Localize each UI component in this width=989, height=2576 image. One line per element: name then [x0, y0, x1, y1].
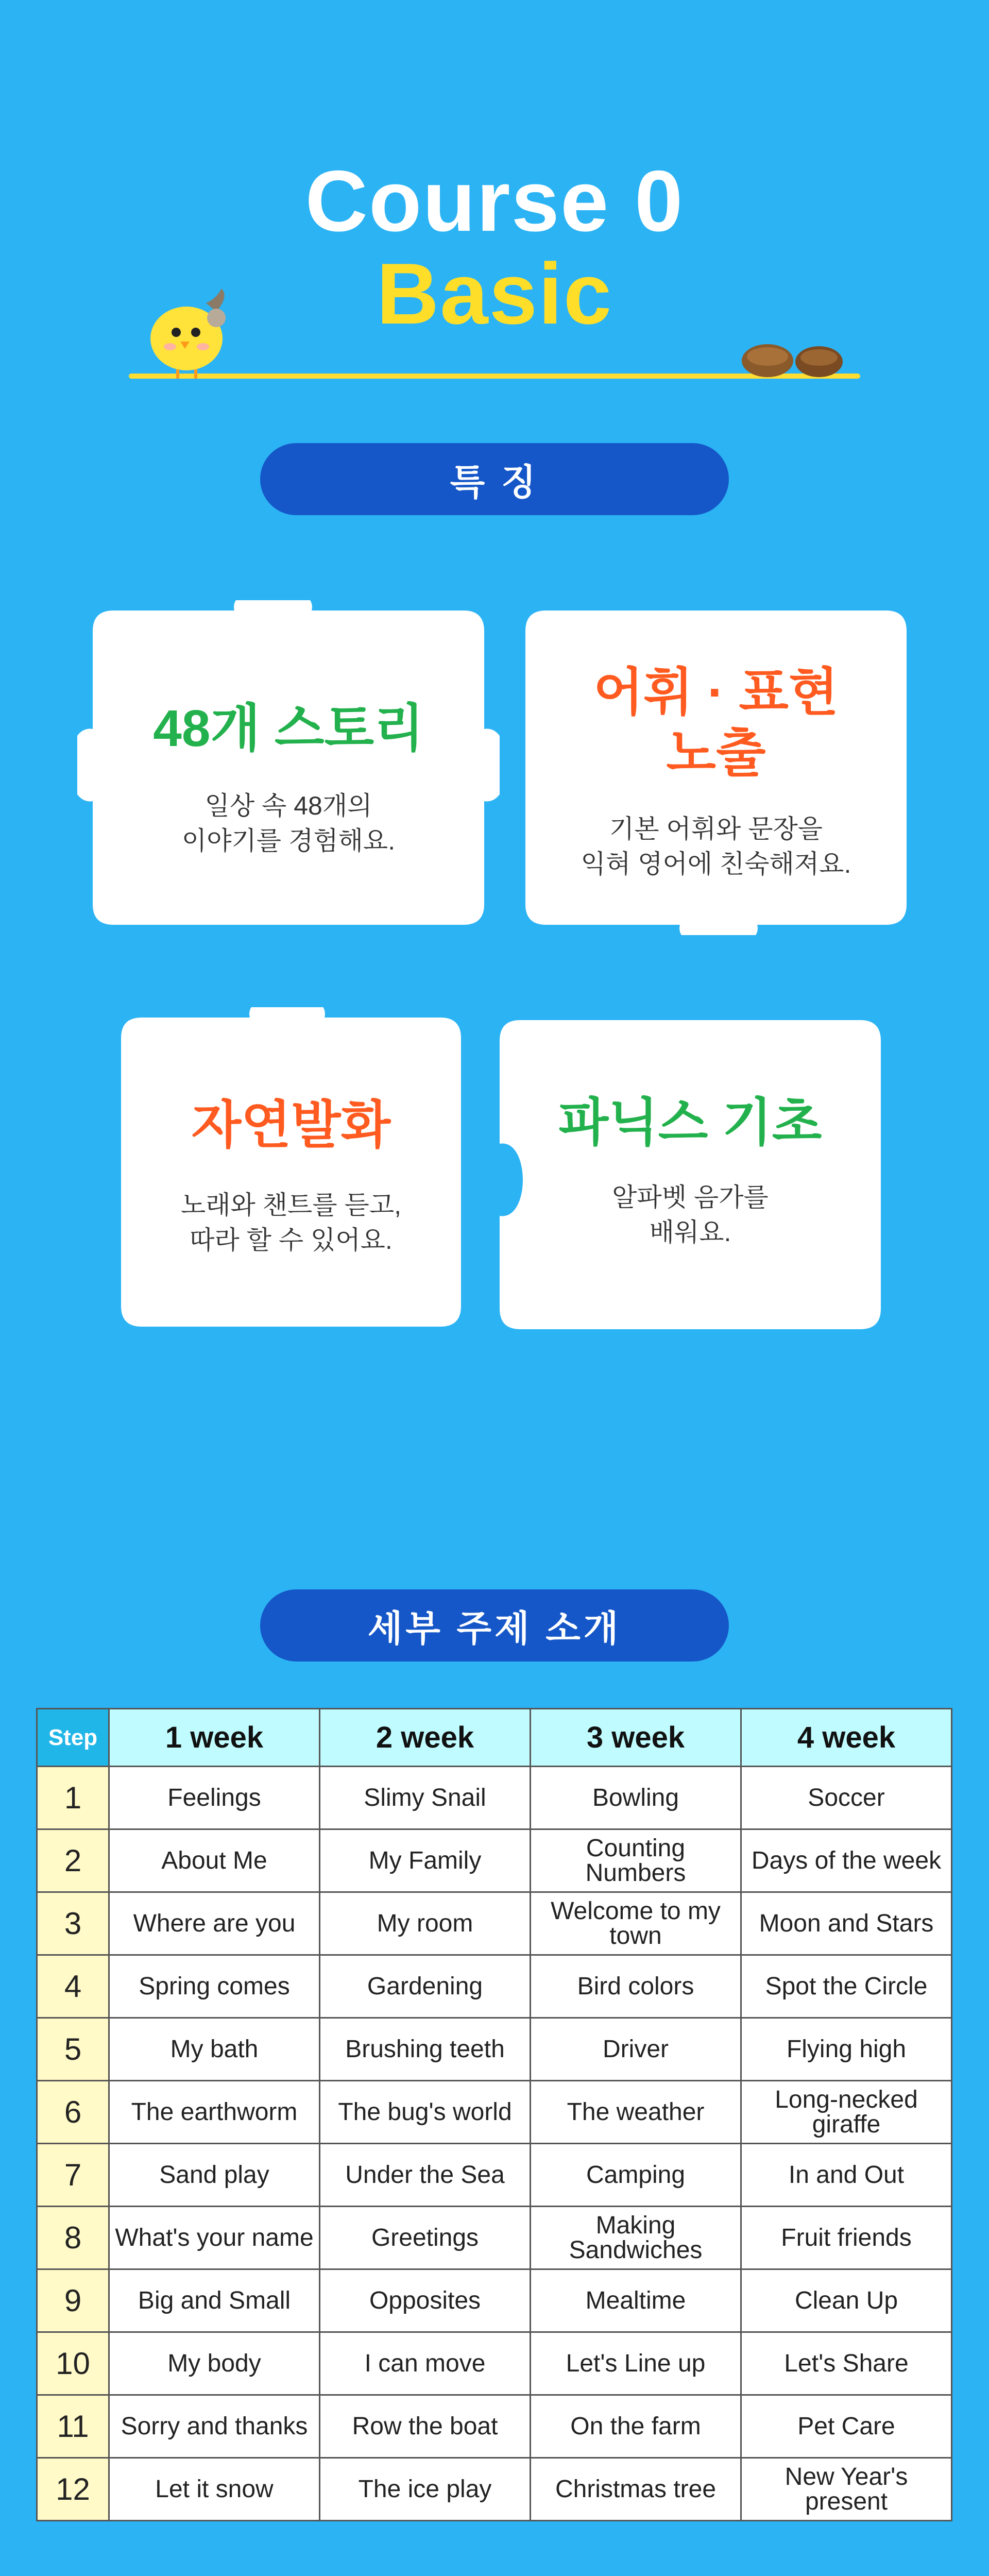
topic-cell: My bath: [109, 2018, 320, 2081]
feature-title: 자연발화: [191, 1096, 391, 1154]
feature-desc-line2: 익혀 영어에 친숙해져요.: [581, 850, 851, 878]
step-number-cell: 11: [37, 2395, 109, 2458]
feature-desc-line1: 알파벳 음가를: [612, 1183, 769, 1212]
feature-title: 48개 스토리: [153, 700, 424, 757]
feature-desc-line1: 노래와 챈트를 듣고,: [180, 1191, 402, 1219]
topic-cell: Counting Numbers: [531, 1829, 741, 1892]
topic-cell: Where are you: [109, 1892, 320, 1955]
puzzle-shape: [111, 1007, 471, 1337]
topic-cell: Spring comes: [109, 1955, 320, 2018]
table-row: [37, 2207, 952, 2269]
feature-card-vocabulary: [515, 600, 917, 935]
table-row: [37, 2332, 952, 2395]
table-row: [37, 2018, 952, 2081]
topic-cell: Sand play: [109, 2144, 320, 2207]
topic-cell: Soccer: [741, 1767, 952, 1829]
topic-cell: Feelings: [109, 1767, 320, 1829]
topic-cell: Gardening: [320, 1955, 531, 2018]
table-row: [37, 2081, 952, 2144]
topic-cell: Fruit friends: [741, 2207, 952, 2269]
step-number-cell: 8: [37, 2207, 109, 2269]
topic-cell: New Year's present: [741, 2458, 952, 2521]
table-row: [37, 2144, 952, 2207]
topics-table-body: [37, 1767, 952, 2521]
step-number-cell: 5: [37, 2018, 109, 2081]
table-row: [37, 2458, 952, 2521]
topics-heading: 세부 주제 소개: [260, 1589, 729, 1662]
topics-table: [36, 1708, 952, 2521]
topic-cell: What's your name: [109, 2207, 320, 2269]
topic-cell: The earthworm: [109, 2081, 320, 2144]
topic-cell: Moon and Stars: [741, 1892, 952, 1955]
topic-cell: Making Sandwiches: [531, 2207, 741, 2269]
step-number-cell: 2: [37, 1829, 109, 1892]
feature-card-phonics: [489, 1010, 891, 1340]
table-row: [37, 1767, 952, 1829]
topic-cell: Camping: [531, 2144, 741, 2207]
step-number-cell: 1: [37, 1767, 109, 1829]
column-header-week-2: 2 week: [320, 1709, 531, 1767]
topic-cell: Greetings: [320, 2207, 531, 2269]
chick-icon: [139, 281, 242, 384]
column-header-week-4: 4 week: [741, 1709, 952, 1767]
topic-cell: The ice play: [320, 2458, 531, 2521]
features-heading: 특 징: [260, 443, 729, 515]
puzzle-shape: [77, 600, 500, 935]
step-number-cell: 10: [37, 2332, 109, 2395]
step-number-cell: 9: [37, 2269, 109, 2332]
topic-cell: In and Out: [741, 2144, 952, 2207]
nuts-icon: [737, 330, 850, 381]
puzzle-shape: [489, 1010, 891, 1340]
table-row: [37, 1892, 952, 1955]
feature-desc-line2: 따라 할 수 있어요.: [190, 1226, 393, 1255]
topic-cell: Bird colors: [531, 1955, 741, 2018]
topic-cell: Slimy Snail: [320, 1767, 531, 1829]
topic-cell: My Family: [320, 1829, 531, 1892]
column-header-week-1: 1 week: [109, 1709, 320, 1767]
step-number-cell: 12: [37, 2458, 109, 2521]
step-number-cell: 3: [37, 1892, 109, 1955]
topic-cell: Let's Share: [741, 2332, 952, 2395]
topic-cell: Opposites: [320, 2269, 531, 2332]
feature-desc-line1: 일상 속 48개의: [204, 791, 372, 820]
topic-cell: Big and Small: [109, 2269, 320, 2332]
column-header-week-3: 3 week: [531, 1709, 741, 1767]
table-row: [37, 1829, 952, 1892]
topic-cell: Clean Up: [741, 2269, 952, 2332]
topic-cell: Driver: [531, 2018, 741, 2081]
course-subtitle: Basic: [376, 245, 613, 342]
topic-cell: Under the Sea: [320, 2144, 531, 2207]
topic-cell: Welcome to my town: [531, 1892, 741, 1955]
step-number-cell: 6: [37, 2081, 109, 2144]
feature-card-speaking: [111, 1007, 471, 1337]
topic-cell: The weather: [531, 2081, 741, 2144]
topic-cell: Row the boat: [320, 2395, 531, 2458]
topic-cell: My room: [320, 1892, 531, 1955]
topic-cell: About Me: [109, 1829, 320, 1892]
topic-cell: I can move: [320, 2332, 531, 2395]
column-header-step: Step: [37, 1709, 109, 1767]
topic-cell: My body: [109, 2332, 320, 2395]
feature-card-stories: [77, 600, 500, 935]
topic-cell: Spot the Circle: [741, 1955, 952, 2018]
topics-table-container: [36, 1708, 951, 2521]
table-row: [37, 2395, 952, 2458]
course-title: Course 0: [305, 152, 684, 249]
topic-cell: Let it snow: [109, 2458, 320, 2521]
topic-cell: On the farm: [531, 2395, 741, 2458]
step-number-cell: 4: [37, 1955, 109, 2018]
table-header-row: [37, 1709, 952, 1767]
topic-cell: The bug's world: [320, 2081, 531, 2144]
feature-title-line1: 어휘 · 표현: [593, 664, 839, 721]
topic-cell: Sorry and thanks: [109, 2395, 320, 2458]
topic-cell: Days of the week: [741, 1829, 952, 1892]
topic-cell: Christmas tree: [531, 2458, 741, 2521]
topic-cell: Pet Care: [741, 2395, 952, 2458]
feature-title-line2: 노출: [666, 724, 766, 782]
topic-cell: Long-necked giraffe: [741, 2081, 952, 2144]
topic-cell: Let's Line up: [531, 2332, 741, 2395]
topic-cell: Brushing teeth: [320, 2018, 531, 2081]
feature-title: 파닉스 기초: [558, 1094, 822, 1151]
topic-cell: Bowling: [531, 1767, 741, 1829]
feature-desc-line2: 배워요.: [649, 1218, 731, 1247]
topic-cell: Mealtime: [531, 2269, 741, 2332]
step-number-cell: 7: [37, 2144, 109, 2207]
feature-desc-line1: 기본 어휘와 문장을: [609, 815, 823, 843]
feature-desc-line2: 이야기를 경험해요.: [181, 826, 396, 855]
table-row: [37, 2269, 952, 2332]
table-row: [37, 1955, 952, 2018]
topic-cell: Flying high: [741, 2018, 952, 2081]
